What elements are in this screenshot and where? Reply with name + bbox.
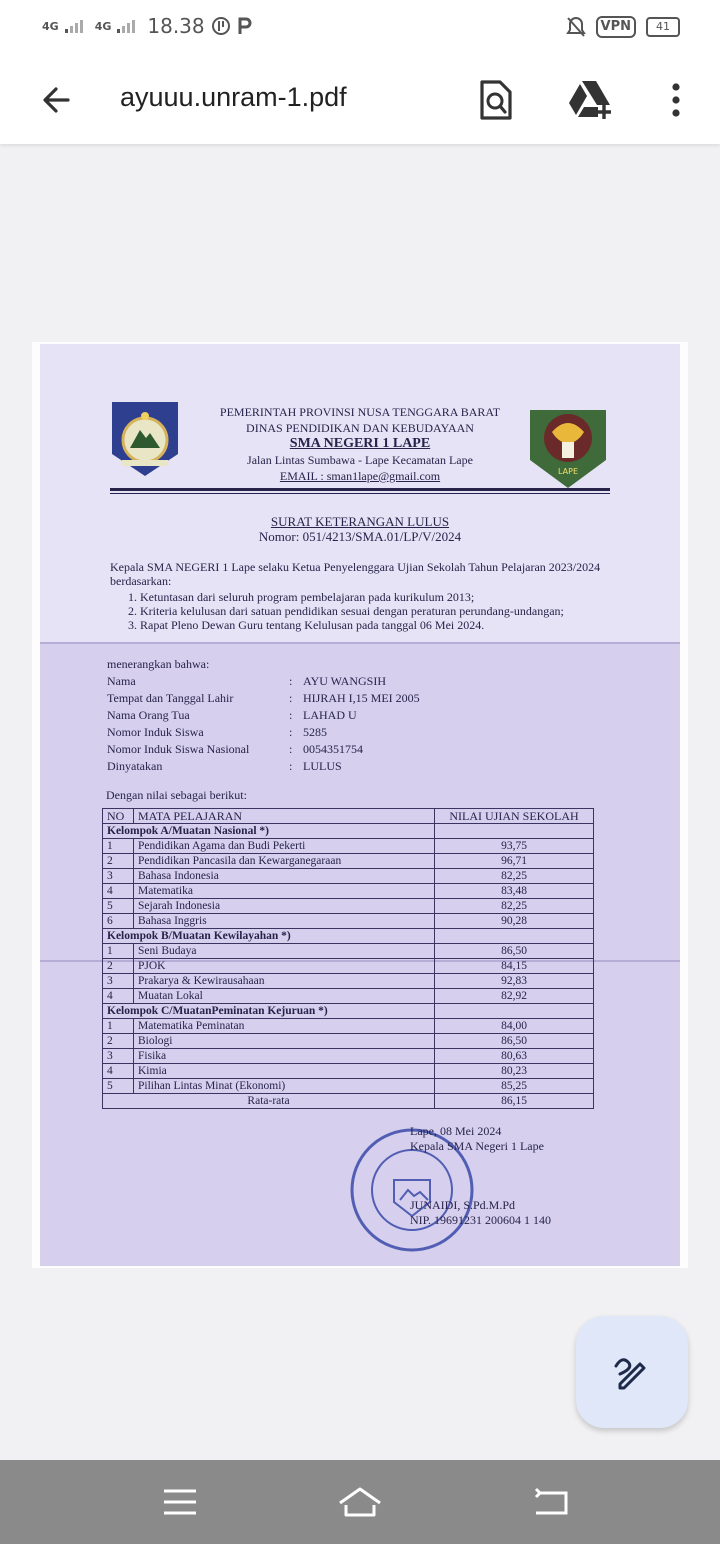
ntb-province-logo-icon — [110, 400, 180, 478]
identity-row: Nomor Induk Siswa : 5285 — [107, 724, 420, 741]
system-nav-bar — [0, 1460, 720, 1544]
sign-place-date: Lape, 08 Mei 2024 — [410, 1124, 502, 1138]
grades-table — [102, 808, 594, 1109]
scanned-letter — [40, 344, 680, 1266]
signature-block — [410, 1124, 551, 1228]
recent-apps-button[interactable] — [150, 1480, 210, 1524]
table-row: 2 PJOK 84,15 — [103, 959, 594, 974]
identity-row: Nama Orang Tua : LAHAD U — [107, 707, 420, 724]
group-label: Kelompok B/Muatan Kewilayahan *) — [103, 929, 435, 944]
identity-row: Dinyatakan : LULUS — [107, 758, 420, 775]
pdf-page[interactable] — [32, 342, 688, 1268]
identity-row: Nomor Induk Siswa Nasional : 0054351754 — [107, 741, 420, 758]
signal-bars-icon — [65, 19, 89, 33]
header-line1: PEMERINTAH PROVINSI NUSA TENGGARA BARAT — [219, 405, 501, 419]
school-email: EMAIL : sman1lape@gmail.com — [279, 469, 441, 483]
table-row: 1 Seni Budaya 86,50 — [103, 944, 594, 959]
table-row: 1 Pendidikan Agama dan Budi Pekerti 93,75 — [103, 839, 594, 854]
basis-item: 3. Rapat Pleno Dewan Guru tentang Kelulusan pada tanggal 06 Mei 2024. — [140, 618, 610, 632]
identity-value: AYU WANGSIH — [303, 674, 387, 688]
table-row: 6 Bahasa Inggris 90,28 — [103, 914, 594, 929]
vpn-badge: VPN — [596, 16, 636, 38]
battery-icon: 41 — [646, 17, 680, 37]
intro-text: Kepala SMA NEGERI 1 Lape selaku Ketua Penyelenggara Ujian Sekolah Tahun Pelajaran 2023/2024 berdasarkan: — [110, 560, 601, 588]
table-row: 2 Pendidikan Pancasila dan Kewarganegaraan 96,71 — [103, 854, 594, 869]
basis-item: 2. Kriteria kelulusan dari satuan pendidikan sesuai dengan peraturan perundang-undangan; — [140, 604, 610, 618]
letter-title: SURAT KETERANGAN LULUS — [270, 514, 450, 529]
identity-table — [107, 673, 420, 775]
header-line2: DINAS PENDIDIKAN DAN KEBUDAYAAN — [246, 421, 474, 435]
clock: 18.38 — [147, 14, 205, 38]
basis-item: 1. Ketuntasan dari seluruh program pembelajaran pada kurikulum 2013; — [140, 590, 610, 604]
back-button[interactable] — [32, 76, 80, 124]
identity-label: Tempat dan Tanggal Lahir — [107, 691, 234, 705]
arrow-left-icon — [38, 82, 74, 118]
grades-header-row — [103, 809, 594, 824]
school-name: SMA NEGERI 1 LAPE — [289, 436, 431, 451]
table-row: 1 Matematika Peminatan 84,00 — [103, 1019, 594, 1034]
identity-label: Nama — [107, 674, 136, 688]
header-rule-thin — [110, 493, 610, 494]
identity-value: HIJRAH I,15 MEI 2005 — [303, 691, 420, 705]
table-row: 5 Sejarah Indonesia 82,25 — [103, 899, 594, 914]
col-no: NO — [103, 809, 134, 824]
table-row: 4 Muatan Lokal 82,92 — [103, 989, 594, 1004]
col-score: NILAI UJIAN SEKOLAH — [435, 809, 594, 824]
fold-line — [40, 642, 680, 644]
add-to-drive-button[interactable] — [566, 76, 614, 124]
table-row: 4 Matematika 83,48 — [103, 884, 594, 899]
signal-bars-icon — [117, 19, 141, 33]
search-document-icon — [478, 79, 514, 121]
edit-fab[interactable] — [576, 1316, 688, 1428]
group-label: Kelompok A/Muatan Nasional *) — [103, 824, 435, 839]
letter-number: Nomor: 051/4213/SMA.01/LP/V/2024 — [258, 529, 462, 544]
table-row: 3 Fisika 80,63 — [103, 1049, 594, 1064]
table-row: 2 Biologi 86,50 — [103, 1034, 594, 1049]
sign-role: Kepala SMA Negeri 1 Lape — [410, 1139, 544, 1153]
search-document-button[interactable] — [472, 76, 520, 124]
basis-list — [110, 590, 610, 632]
identity-label: Nama Orang Tua — [107, 708, 190, 722]
more-options-button[interactable] — [652, 76, 700, 124]
identity-label: Nomor Induk Siswa Nasional — [107, 742, 250, 756]
data-saver-icon — [211, 16, 231, 36]
sign-nip: NIP. 19691231 200604 1 140 — [410, 1213, 552, 1227]
table-row: 3 Prakarya & Kewirausahaan 92,83 — [103, 974, 594, 989]
grades-lead: Dengan nilai sebagai berikut: — [106, 788, 247, 802]
school-logo-icon — [522, 402, 614, 490]
p-app-icon — [237, 16, 253, 36]
group-label: Kelompok C/MuatanPeminatan Kejuruan *) — [103, 1004, 435, 1019]
table-row: 4 Kimia 80,23 — [103, 1064, 594, 1079]
student-identity — [107, 656, 420, 775]
sign-name: JUNAIDI, S.Pd.M.Pd — [410, 1198, 516, 1212]
identity-label: Dinyatakan — [107, 759, 163, 773]
status-bar — [0, 0, 720, 56]
average-row — [103, 1094, 594, 1109]
identity-label: Nomor Induk Siswa — [107, 725, 204, 739]
school-address: Jalan Lintas Sumbawa - Lape Kecamatan Lape — [247, 453, 473, 467]
back-nav-button[interactable] — [520, 1480, 580, 1524]
signal-2: 4G — [94, 19, 112, 33]
identity-row: Nama : AYU WANGSIH — [107, 673, 420, 690]
identity-value: LULUS — [303, 759, 342, 773]
add-to-drive-icon — [566, 79, 614, 121]
letter-intro — [110, 560, 610, 632]
average-value: 86,15 — [435, 1094, 594, 1109]
table-row: 5 Pilihan Lintas Minat (Ekonomi) 85,25 — [103, 1079, 594, 1094]
logo-label: LAPE — [558, 467, 578, 476]
identity-row: Tempat dan Tanggal Lahir : HIJRAH I,15 MEI 2005 — [107, 691, 420, 705]
group-row — [103, 1004, 594, 1019]
declares-text: menerangkan bahwa: — [107, 657, 210, 671]
identity-value: 5285 — [303, 725, 327, 739]
home-button[interactable] — [330, 1480, 390, 1524]
group-row — [103, 824, 594, 839]
identity-value: 0054351754 — [303, 742, 363, 756]
group-row — [103, 929, 594, 944]
mute-notification-icon — [566, 16, 586, 38]
home-icon — [336, 1485, 384, 1519]
app-bar — [0, 56, 720, 144]
average-label: Rata-rata — [103, 1094, 435, 1109]
more-vert-icon — [670, 82, 682, 118]
menu-icon — [162, 1487, 198, 1517]
identity-value: LAHAD U — [303, 708, 357, 722]
signal-1: 4G — [42, 19, 59, 33]
header-rule — [110, 488, 610, 491]
table-row: 3 Bahasa Indonesia 82,25 — [103, 869, 594, 884]
letterhead — [210, 404, 510, 484]
edit-pen-icon — [612, 1352, 652, 1392]
back-icon — [532, 1487, 568, 1517]
col-subject: MATA PELAJARAN — [134, 809, 435, 824]
letter-title-block — [210, 514, 510, 544]
file-name: ayuuu.unram-1.pdf — [120, 82, 347, 112]
